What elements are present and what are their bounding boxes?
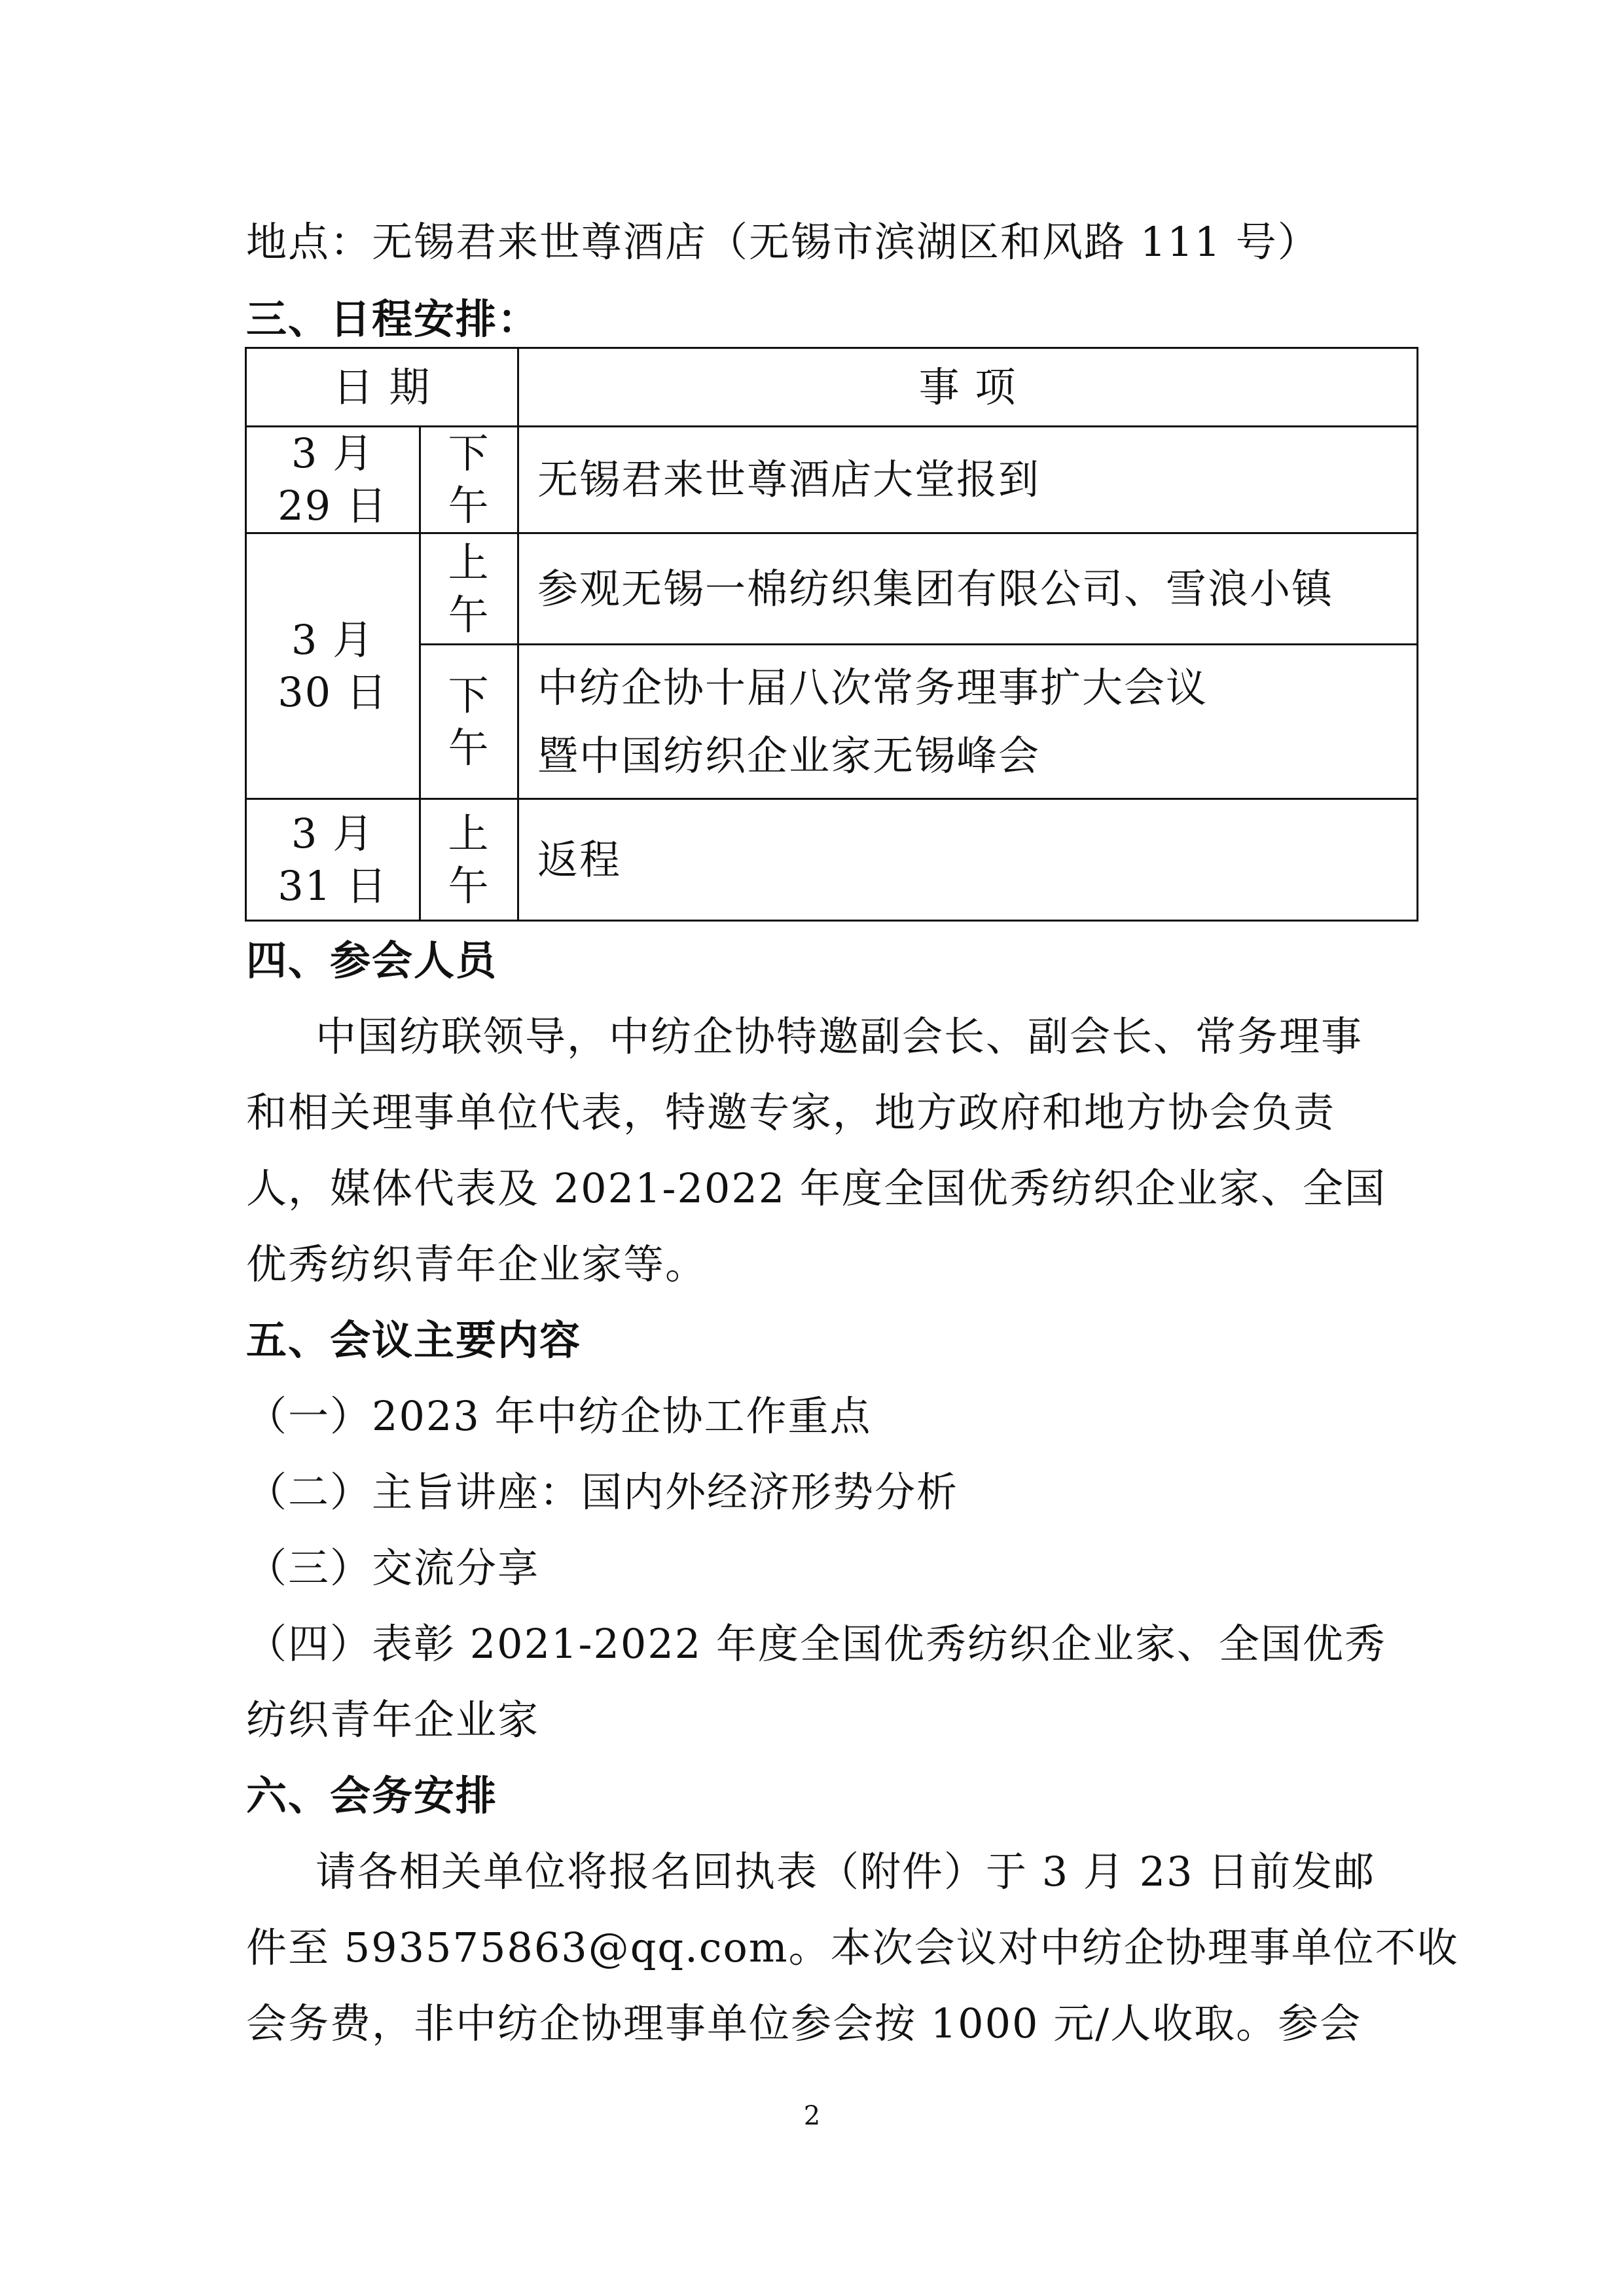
paragraph-line: 请各相关单位将报名回执表（附件）于 3 月 23 日前发邮 xyxy=(316,1848,1376,1895)
paragraph-line: 会务费，非中纺企协理事单位参会按 1000 元/人收取。参会 xyxy=(246,2000,1362,2047)
row-item-line: 暨中国纺织企业家无锡峰会 xyxy=(537,731,1041,780)
paragraph-line: 中国纺联领导，中纺企协特邀副会长、副会长、常务理事 xyxy=(316,1013,1363,1060)
row-period: 上午 xyxy=(420,533,518,645)
row-date: 3 月 31 日 xyxy=(246,799,420,921)
table-row xyxy=(246,799,1418,921)
page-number: 2 xyxy=(803,2101,821,2131)
list-item: （三）交流分享 xyxy=(246,1544,540,1592)
row-item-line: 中纺企协十届八次常务理事扩大会议 xyxy=(537,663,1208,711)
section-title-arrangements: 六、会务安排 xyxy=(246,1772,498,1820)
row-date: 3 月 30 日 xyxy=(246,533,420,799)
table-row xyxy=(246,533,1418,645)
schedule-table xyxy=(245,347,1418,922)
table-header-row xyxy=(246,348,1418,427)
section-title-attendees: 四、参会人员 xyxy=(246,937,498,984)
list-item: （四）表彰 2021-2022 年度全国优秀纺织企业家、全国优秀 xyxy=(246,1620,1386,1668)
paragraph-line: 和相关理事单位代表，特邀专家，地方政府和地方协会负责 xyxy=(246,1088,1336,1136)
header-item: 事 项 xyxy=(518,348,1418,427)
row-item xyxy=(518,645,1418,799)
paragraph-line: 人，媒体代表及 2021-2022 年度全国优秀纺织企业家、全国 xyxy=(246,1164,1386,1212)
list-item: （一）2023 年中纺企协工作重点 xyxy=(246,1392,872,1440)
location-line: 地点：无锡君来世尊酒店（无锡市滨湖区和风路 111 号） xyxy=(246,218,1320,266)
paragraph-line: 优秀纺织青年企业家等。 xyxy=(246,1240,708,1288)
table-row xyxy=(246,427,1418,533)
table-row xyxy=(246,645,1418,799)
row-period: 上午 xyxy=(420,799,518,921)
row-period: 下午 xyxy=(420,427,518,533)
list-item-continuation: 纺织青年企业家 xyxy=(246,1696,540,1744)
row-item: 返程 xyxy=(518,799,1418,921)
section-title-schedule: 三、日程安排： xyxy=(246,295,540,343)
list-item: （二）主旨讲座：国内外经济形势分析 xyxy=(246,1468,959,1516)
row-item: 无锡君来世尊酒店大堂报到 xyxy=(518,427,1418,533)
section-title-contents: 五、会议主要内容 xyxy=(246,1316,582,1364)
header-date: 日 期 xyxy=(246,348,518,427)
row-period: 下午 xyxy=(420,645,518,799)
paragraph-line: 件至 593575863@qq.com。本次会议对中纺企协理事单位不收 xyxy=(246,1924,1459,1971)
row-item: 参观无锡一棉纺织集团有限公司、雪浪小镇 xyxy=(518,533,1418,645)
row-date: 3 月 29 日 xyxy=(246,427,420,533)
